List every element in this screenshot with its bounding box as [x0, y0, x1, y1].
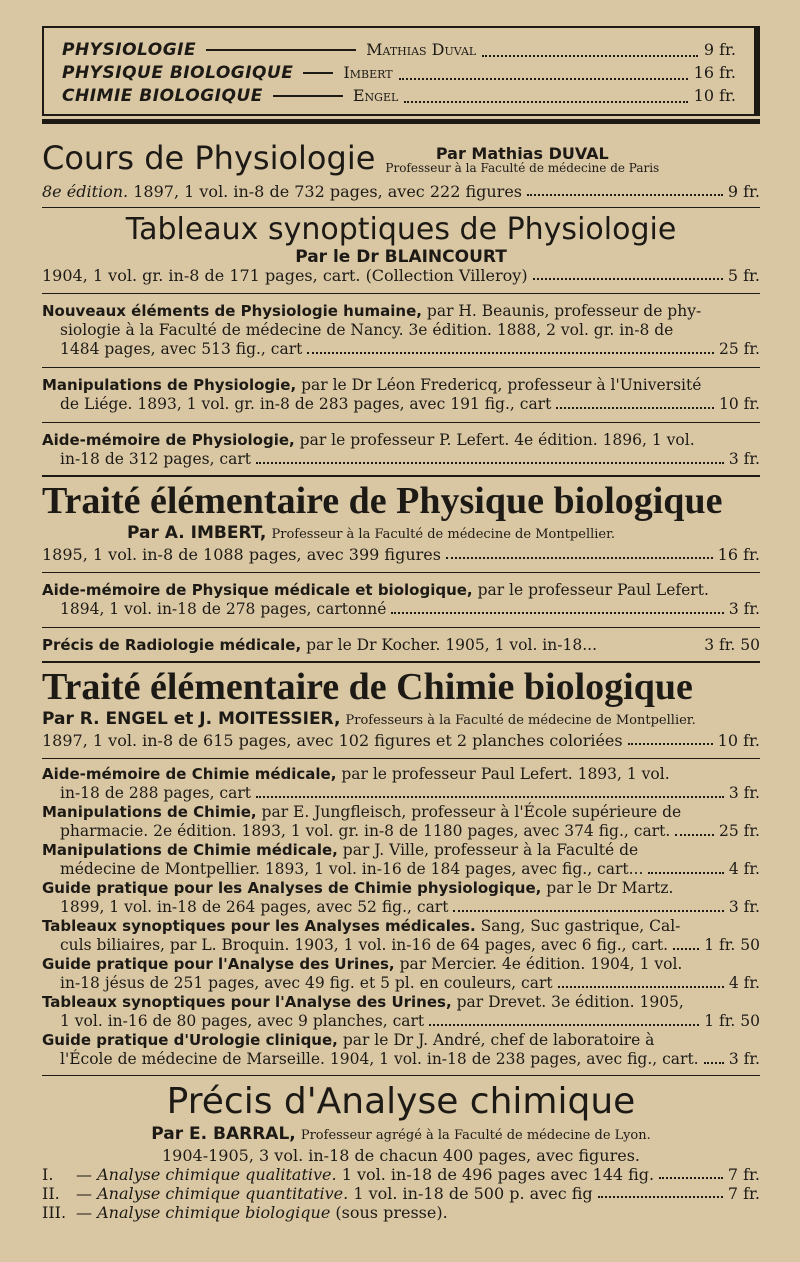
dot-leader — [648, 860, 723, 874]
header-rule — [303, 72, 333, 74]
precis-position: Professeur agrégé à la Faculté de médecine de Lyon. — [300, 1128, 651, 1143]
cours-title: Cours de Physiologie — [42, 139, 376, 177]
entry-text: par Drevet. 3e édition. 1905, — [456, 993, 684, 1011]
entry-title: Manipulations de Physiologie, — [42, 376, 297, 394]
entry-price: 1 fr. 50 — [704, 936, 760, 954]
precis-author: Par E. BARRAL, — [151, 1124, 296, 1144]
entry-title: Tableaux synoptiques pour l'Analyse des Urines, — [42, 993, 452, 1011]
list-item — [42, 993, 760, 1031]
entry-text: par le Dr Kocher. 1905, 1 vol. in-18... — [306, 636, 597, 654]
entry-text: in-18 de 288 pages, cart — [60, 784, 251, 802]
volume-row — [42, 1203, 760, 1222]
entry-text: Sang, Suc gastrique, Cal- — [480, 917, 681, 935]
entry-text: par Mercier. 4e édition. 1904, 1 vol. — [399, 955, 683, 973]
entry-price: 25 fr. — [718, 822, 760, 840]
volume-details: 1 vol. in-18 de 496 pages avec 144 fig. — [341, 1165, 655, 1184]
volume-row — [42, 1184, 760, 1203]
entry-title: Nouveaux éléments de Physiologie humaine, — [42, 302, 422, 320]
volume-price: 7 fr. — [727, 1184, 760, 1203]
dot-leader — [675, 822, 714, 836]
list-item — [42, 879, 760, 917]
entry-price: 3 fr. — [728, 1050, 760, 1068]
entry-text: 1 vol. in-16 de 80 pages, avec 9 planches, cart — [60, 1012, 425, 1030]
entry-title: Aide-mémoire de Physiologie, — [42, 431, 295, 449]
cours-author-block — [385, 146, 659, 178]
entry-text: médecine de Montpellier. 1893, 1 vol. in-16 de 184 pages, avec fig., cart... — [60, 860, 644, 878]
entry-title: Aide-mémoire de Chimie médicale, — [42, 765, 337, 783]
physique-position: Professeur à la Faculté de médecine de Montpellier. — [271, 527, 616, 542]
catalog-page — [42, 26, 760, 1222]
volume-title: — Analyse chimique qualitative. — [76, 1165, 337, 1184]
chimie-list — [42, 765, 760, 1069]
dot-leader — [558, 974, 724, 988]
header-price: 10 fr. — [693, 86, 736, 105]
tableaux-title: Tableaux synoptiques de Physiologie — [125, 212, 677, 247]
header-author: Engel — [352, 86, 399, 105]
entry-text: in-18 jésus de 251 pages, avec 49 fig. et 5 pl. en couleurs, cart — [60, 974, 553, 992]
entry-price: 1 fr. 50 — [704, 1012, 760, 1030]
divider — [42, 627, 760, 628]
entry-text: pharmacie. 2e édition. 1893, 1 vol. gr. in-8 de 1180 pages, avec 374 fig., cart. — [60, 822, 671, 840]
list-item — [42, 803, 760, 841]
divider — [42, 1075, 760, 1076]
entry-title: Guide pratique pour les Analyses de Chimie physiologique, — [42, 879, 542, 897]
volume-details: (sous presse). — [335, 1203, 448, 1222]
list-item — [42, 302, 760, 359]
list-item — [42, 431, 760, 469]
tableaux-author: Par le Dr BLAINCOURT — [295, 247, 507, 267]
entry-title: Précis de Radiologie médicale, — [42, 636, 302, 654]
dot-leader — [391, 600, 723, 614]
entry-title: Manipulations de Chimie médicale, — [42, 841, 338, 859]
header-row — [62, 84, 736, 107]
entry-text: par le Dr Martz. — [546, 879, 674, 897]
dot-leader — [556, 395, 714, 409]
entry-text: par le Dr Léon Fredericq, professeur à l'Université — [301, 376, 702, 394]
physique-author: Par A. IMBERT, — [127, 523, 267, 543]
entry-price: 25 fr. — [718, 340, 760, 358]
entry-text: par J. Ville, professeur à la Faculté de — [342, 841, 639, 859]
header-price: 9 fr. — [703, 40, 736, 59]
header-row — [62, 61, 736, 84]
entry-price: 3 fr. — [728, 450, 760, 468]
entry-text: par le professeur Paul Lefert. — [477, 581, 709, 599]
volume-number: III. — [42, 1203, 67, 1222]
header-box — [42, 26, 760, 116]
dot-leader — [429, 1012, 699, 1026]
header-dots — [404, 89, 687, 103]
entry-price: 4 fr. — [728, 860, 760, 878]
precis-details: 1904-1905, 3 vol. in-18 de chacun 400 pages, avec figures. — [162, 1146, 640, 1165]
dot-leader — [704, 1050, 724, 1064]
entry-price: 3 fr. — [728, 600, 760, 618]
dot-leader — [527, 182, 723, 196]
header-author: Imbert — [343, 63, 393, 82]
cours-details-text: 1897, 1 vol. in-8 de 732 pages, avec 222 figures — [133, 182, 523, 201]
tableaux-heading — [42, 212, 760, 266]
divider — [42, 661, 760, 663]
entry-price: 3 fr. 50 — [704, 636, 760, 654]
dot-leader — [307, 340, 714, 354]
entry-text: l'École de médecine de Marseille. 1904, 1 vol. in-18 de 238 pages, avec fig., cart. — [60, 1050, 699, 1068]
chimie-title: Traité élémentaire de Chimie biologique — [42, 666, 693, 708]
entry-title: Manipulations de Chimie, — [42, 803, 257, 821]
dot-leader — [533, 266, 723, 280]
physique-details-text: 1895, 1 vol. in-8 de 1088 pages, avec 399 figures — [42, 545, 441, 564]
entry-title: Tableaux synoptiques pour les Analyses médicales. — [42, 917, 476, 935]
list-item — [42, 581, 760, 619]
cours-author: Par Mathias DUVAL — [435, 144, 609, 163]
cours-position: Professeur à la Faculté de médecine de Paris — [385, 161, 660, 175]
tableaux-price: 5 fr. — [727, 266, 760, 285]
entry-text: 1894, 1 vol. in-18 de 278 pages, cartonné — [60, 600, 387, 618]
list-item — [42, 917, 760, 955]
header-subject: PHYSIOLOGIE — [62, 39, 197, 60]
cours-details — [42, 182, 760, 201]
list-item — [42, 376, 760, 414]
physique-title: Traité élémentaire de Physique biologique — [42, 480, 723, 522]
divider — [42, 293, 760, 294]
cours-price: 9 fr. — [727, 182, 760, 201]
entry-text: par le professeur P. Lefert. 4e édition. 1896, 1 vol. — [299, 431, 695, 449]
dot-leader — [453, 898, 723, 912]
volume-number: II. — [42, 1184, 60, 1203]
volume-title: — Analyse chimique biologique — [76, 1203, 331, 1222]
header-row — [62, 38, 736, 61]
list-item — [42, 841, 760, 879]
entry-title: Guide pratique d'Urologie clinique, — [42, 1031, 338, 1049]
entry-price: 4 fr. — [728, 974, 760, 992]
physique-author-line — [42, 523, 760, 545]
tableaux-details — [42, 266, 760, 285]
divider — [42, 572, 760, 573]
header-dots — [482, 43, 698, 57]
divider — [42, 758, 760, 759]
dot-leader — [659, 1165, 723, 1179]
volume-row — [42, 1165, 760, 1184]
dot-leader — [446, 545, 713, 559]
entry-text: par le Dr J. André, chef de laboratoire à — [342, 1031, 655, 1049]
physique-price: 16 fr. — [717, 545, 760, 564]
header-dots — [399, 66, 688, 80]
entry-text: culs biliaires, par L. Broquin. 1903, 1 vol. in-16 de 64 pages, avec 6 fig., cart. — [60, 936, 669, 954]
thick-rule — [42, 119, 760, 124]
divider — [42, 422, 760, 423]
volume-number: I. — [42, 1165, 54, 1184]
chimie-details-text: 1897, 1 vol. in-8 de 615 pages, avec 102 figures et 2 planches coloriées — [42, 731, 623, 750]
entry-text: par H. Beaunis, professeur de phy- — [426, 302, 702, 320]
chimie-position: Professeurs à la Faculté de médecine de Montpellier. — [345, 713, 696, 728]
entry-text: in-18 de 312 pages, cart — [60, 450, 251, 468]
dot-leader — [598, 1184, 723, 1198]
header-subject: PHYSIQUE BIOLOGIQUE — [62, 62, 294, 83]
entry-price: 3 fr. — [728, 784, 760, 802]
volume-title: — Analyse chimique quantitative. — [76, 1184, 349, 1203]
chimie-details — [42, 731, 760, 750]
dot-leader — [673, 936, 699, 950]
header-price: 16 fr. — [693, 63, 736, 82]
dot-leader — [256, 450, 724, 464]
physique-details — [42, 545, 760, 564]
header-rule — [273, 95, 343, 97]
header-rule — [206, 49, 356, 51]
cours-edition: 8e édition. — [42, 182, 129, 201]
entry-text: de Liége. 1893, 1 vol. gr. in-8 de 283 pages, avec 191 fig., cart — [60, 395, 552, 413]
chimie-price: 10 fr. — [717, 731, 760, 750]
entry-price: 3 fr. — [728, 898, 760, 916]
divider — [42, 475, 760, 477]
dot-leader — [628, 731, 713, 745]
chimie-author-line — [42, 709, 760, 731]
entry-text: par E. Jungfleisch, professeur à l'École supérieure de — [261, 803, 682, 821]
cours-heading — [42, 138, 760, 178]
volume-details: 1 vol. in-18 de 500 p. avec fig — [353, 1184, 593, 1203]
precis-heading — [42, 1080, 760, 1165]
header-subject: CHIMIE BIOLOGIQUE — [62, 85, 263, 106]
list-item — [42, 636, 760, 655]
entry-text: 1484 pages, avec 513 fig., cart — [60, 340, 303, 358]
divider — [42, 207, 760, 208]
list-item — [42, 1031, 760, 1069]
list-item — [42, 765, 760, 803]
entry-title: Guide pratique pour l'Analyse des Urines, — [42, 955, 395, 973]
list-item — [42, 955, 760, 993]
precis-title: Précis d'Analyse chimique — [166, 1081, 636, 1122]
precis-volumes — [42, 1165, 760, 1222]
header-author: Mathias Duval — [366, 40, 477, 59]
entry-text: par le professeur Paul Lefert. 1893, 1 vol. — [341, 765, 670, 783]
entry-title: Aide-mémoire de Physique médicale et biologique, — [42, 581, 473, 599]
tableaux-details-text: 1904, 1 vol. gr. in-8 de 171 pages, cart. (Collection Villeroy) — [42, 266, 528, 285]
dot-leader — [256, 784, 724, 798]
chimie-author: Par R. ENGEL et J. MOITESSIER, — [42, 709, 341, 729]
entry-text: 1899, 1 vol. in-18 de 264 pages, avec 52 fig., cart — [60, 898, 449, 916]
entry-text: siologie à la Faculté de médecine de Nancy. 3e édition. 1888, 2 vol. gr. in-8 de — [60, 321, 674, 339]
entry-price: 10 fr. — [718, 395, 760, 413]
divider — [42, 367, 760, 368]
volume-price: 7 fr. — [727, 1165, 760, 1184]
